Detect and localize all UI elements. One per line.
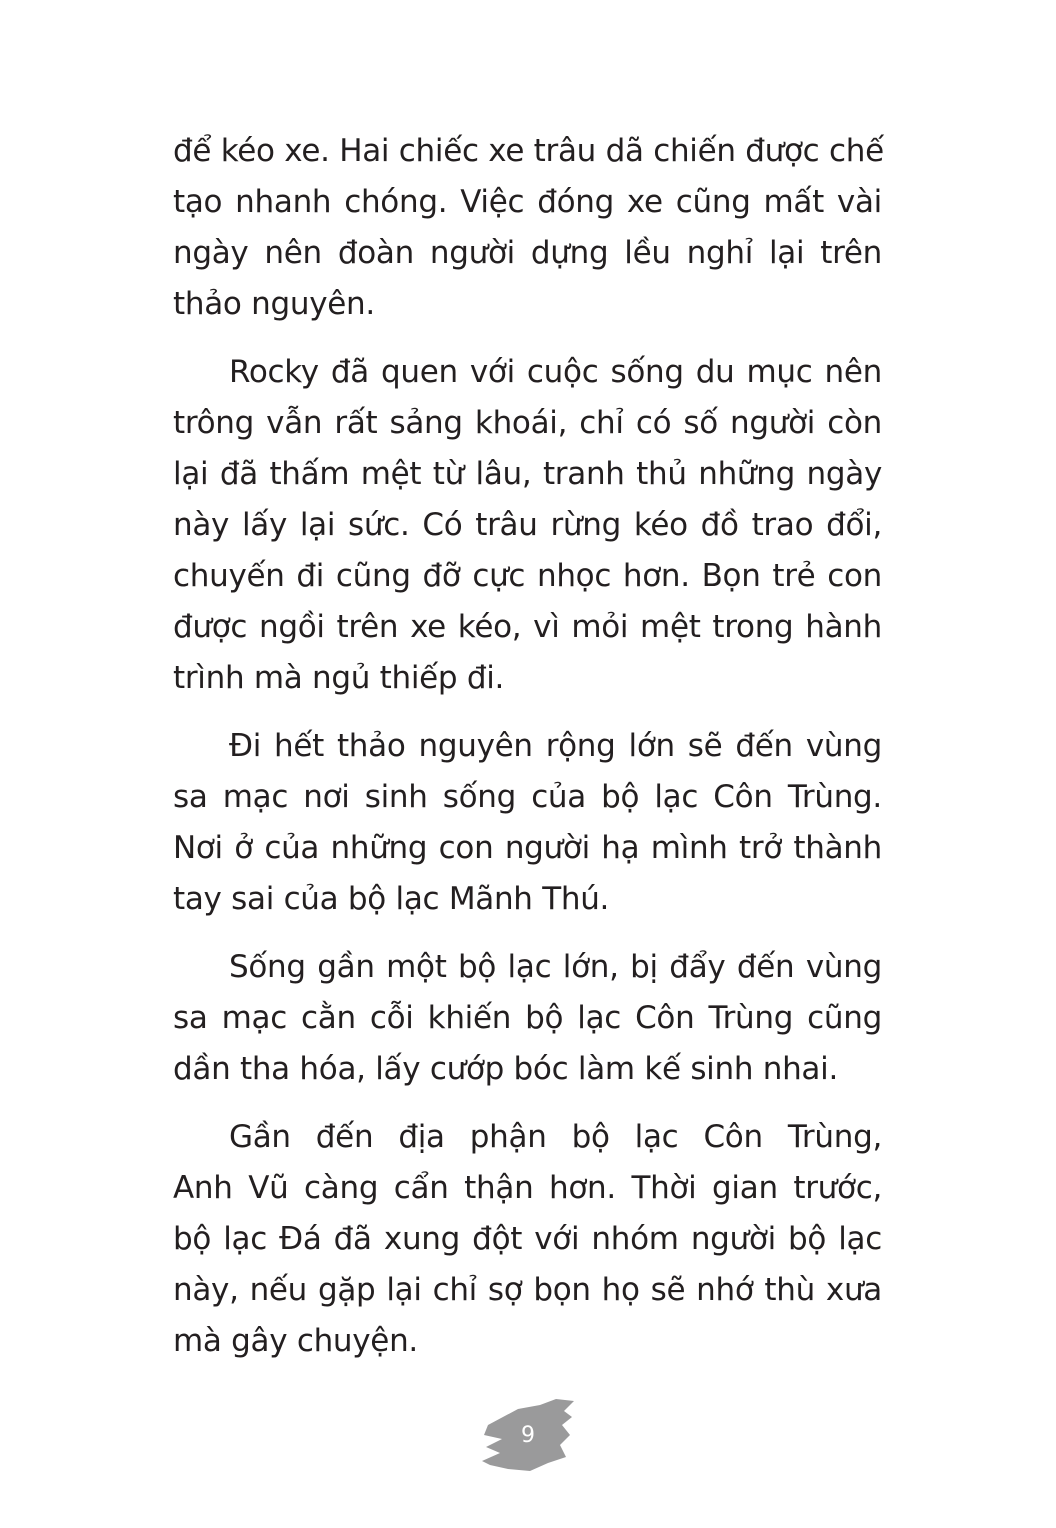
text-line: này, nếu gặp lại chỉ sợ bọn họ sẽ nhớ thù xưa xyxy=(173,1272,882,1308)
text-line: tạo nhanh chóng. Việc đóng xe cũng mất vài xyxy=(173,184,882,220)
text-line: Nơi ở của những con người hạ mình trở thành xyxy=(173,830,882,866)
text-line: trình mà ngủ thiếp đi. xyxy=(173,660,505,696)
text-line: để kéo xe. Hai chiếc xe trâu dã chiến được chế xyxy=(173,133,884,169)
text-line: Rocky đã quen với cuộc sống du mục nên xyxy=(229,354,882,390)
text-line: Đi hết thảo nguyên rộng lớn sẽ đến vùng xyxy=(229,728,882,764)
text-line: Anh Vũ càng cẩn thận hơn. Thời gian trước, xyxy=(173,1170,882,1206)
text-line: trông vẫn rất sảng khoái, chỉ có số người còn xyxy=(173,405,882,441)
text-line: Gần đến địa phận bộ lạc Côn Trùng, xyxy=(229,1119,882,1155)
text-line: được ngồi trên xe kéo, vì mỏi mệt trong hành xyxy=(173,609,882,645)
text-line: bộ lạc Đá đã xung đột với nhóm người bộ lạc xyxy=(173,1221,882,1257)
text-line: sa mạc nơi sinh sống của bộ lạc Côn Trùng. xyxy=(173,779,882,815)
paragraph xyxy=(173,126,882,330)
text-line: chuyến đi cũng đỡ cực nhọc hơn. Bọn trẻ con xyxy=(173,558,882,594)
text-line: tay sai của bộ lạc Mãnh Thú. xyxy=(173,881,610,917)
page-number-badge xyxy=(478,1395,578,1475)
body-text xyxy=(173,126,882,1384)
text-line: ngày nên đoàn người dựng lều nghỉ lại trên xyxy=(173,235,882,271)
paragraph xyxy=(173,1112,882,1367)
paragraph xyxy=(173,942,882,1095)
text-line: dần tha hóa, lấy cướp bóc làm kế sinh nhai. xyxy=(173,1051,838,1087)
text-line: lại đã thấm mệt từ lâu, tranh thủ những ngày xyxy=(173,456,882,492)
paragraph xyxy=(173,721,882,925)
page-number: 9 xyxy=(521,1422,535,1448)
text-line: sa mạc cằn cỗi khiến bộ lạc Côn Trùng cũng xyxy=(173,1000,882,1036)
text-line: thảo nguyên. xyxy=(173,286,375,322)
paragraph xyxy=(173,347,882,704)
text-line: này lấy lại sức. Có trâu rừng kéo đồ trao đổi, xyxy=(173,507,882,543)
text-line: Sống gần một bộ lạc lớn, bị đẩy đến vùng xyxy=(229,949,882,985)
text-line: mà gây chuyện. xyxy=(173,1323,418,1359)
